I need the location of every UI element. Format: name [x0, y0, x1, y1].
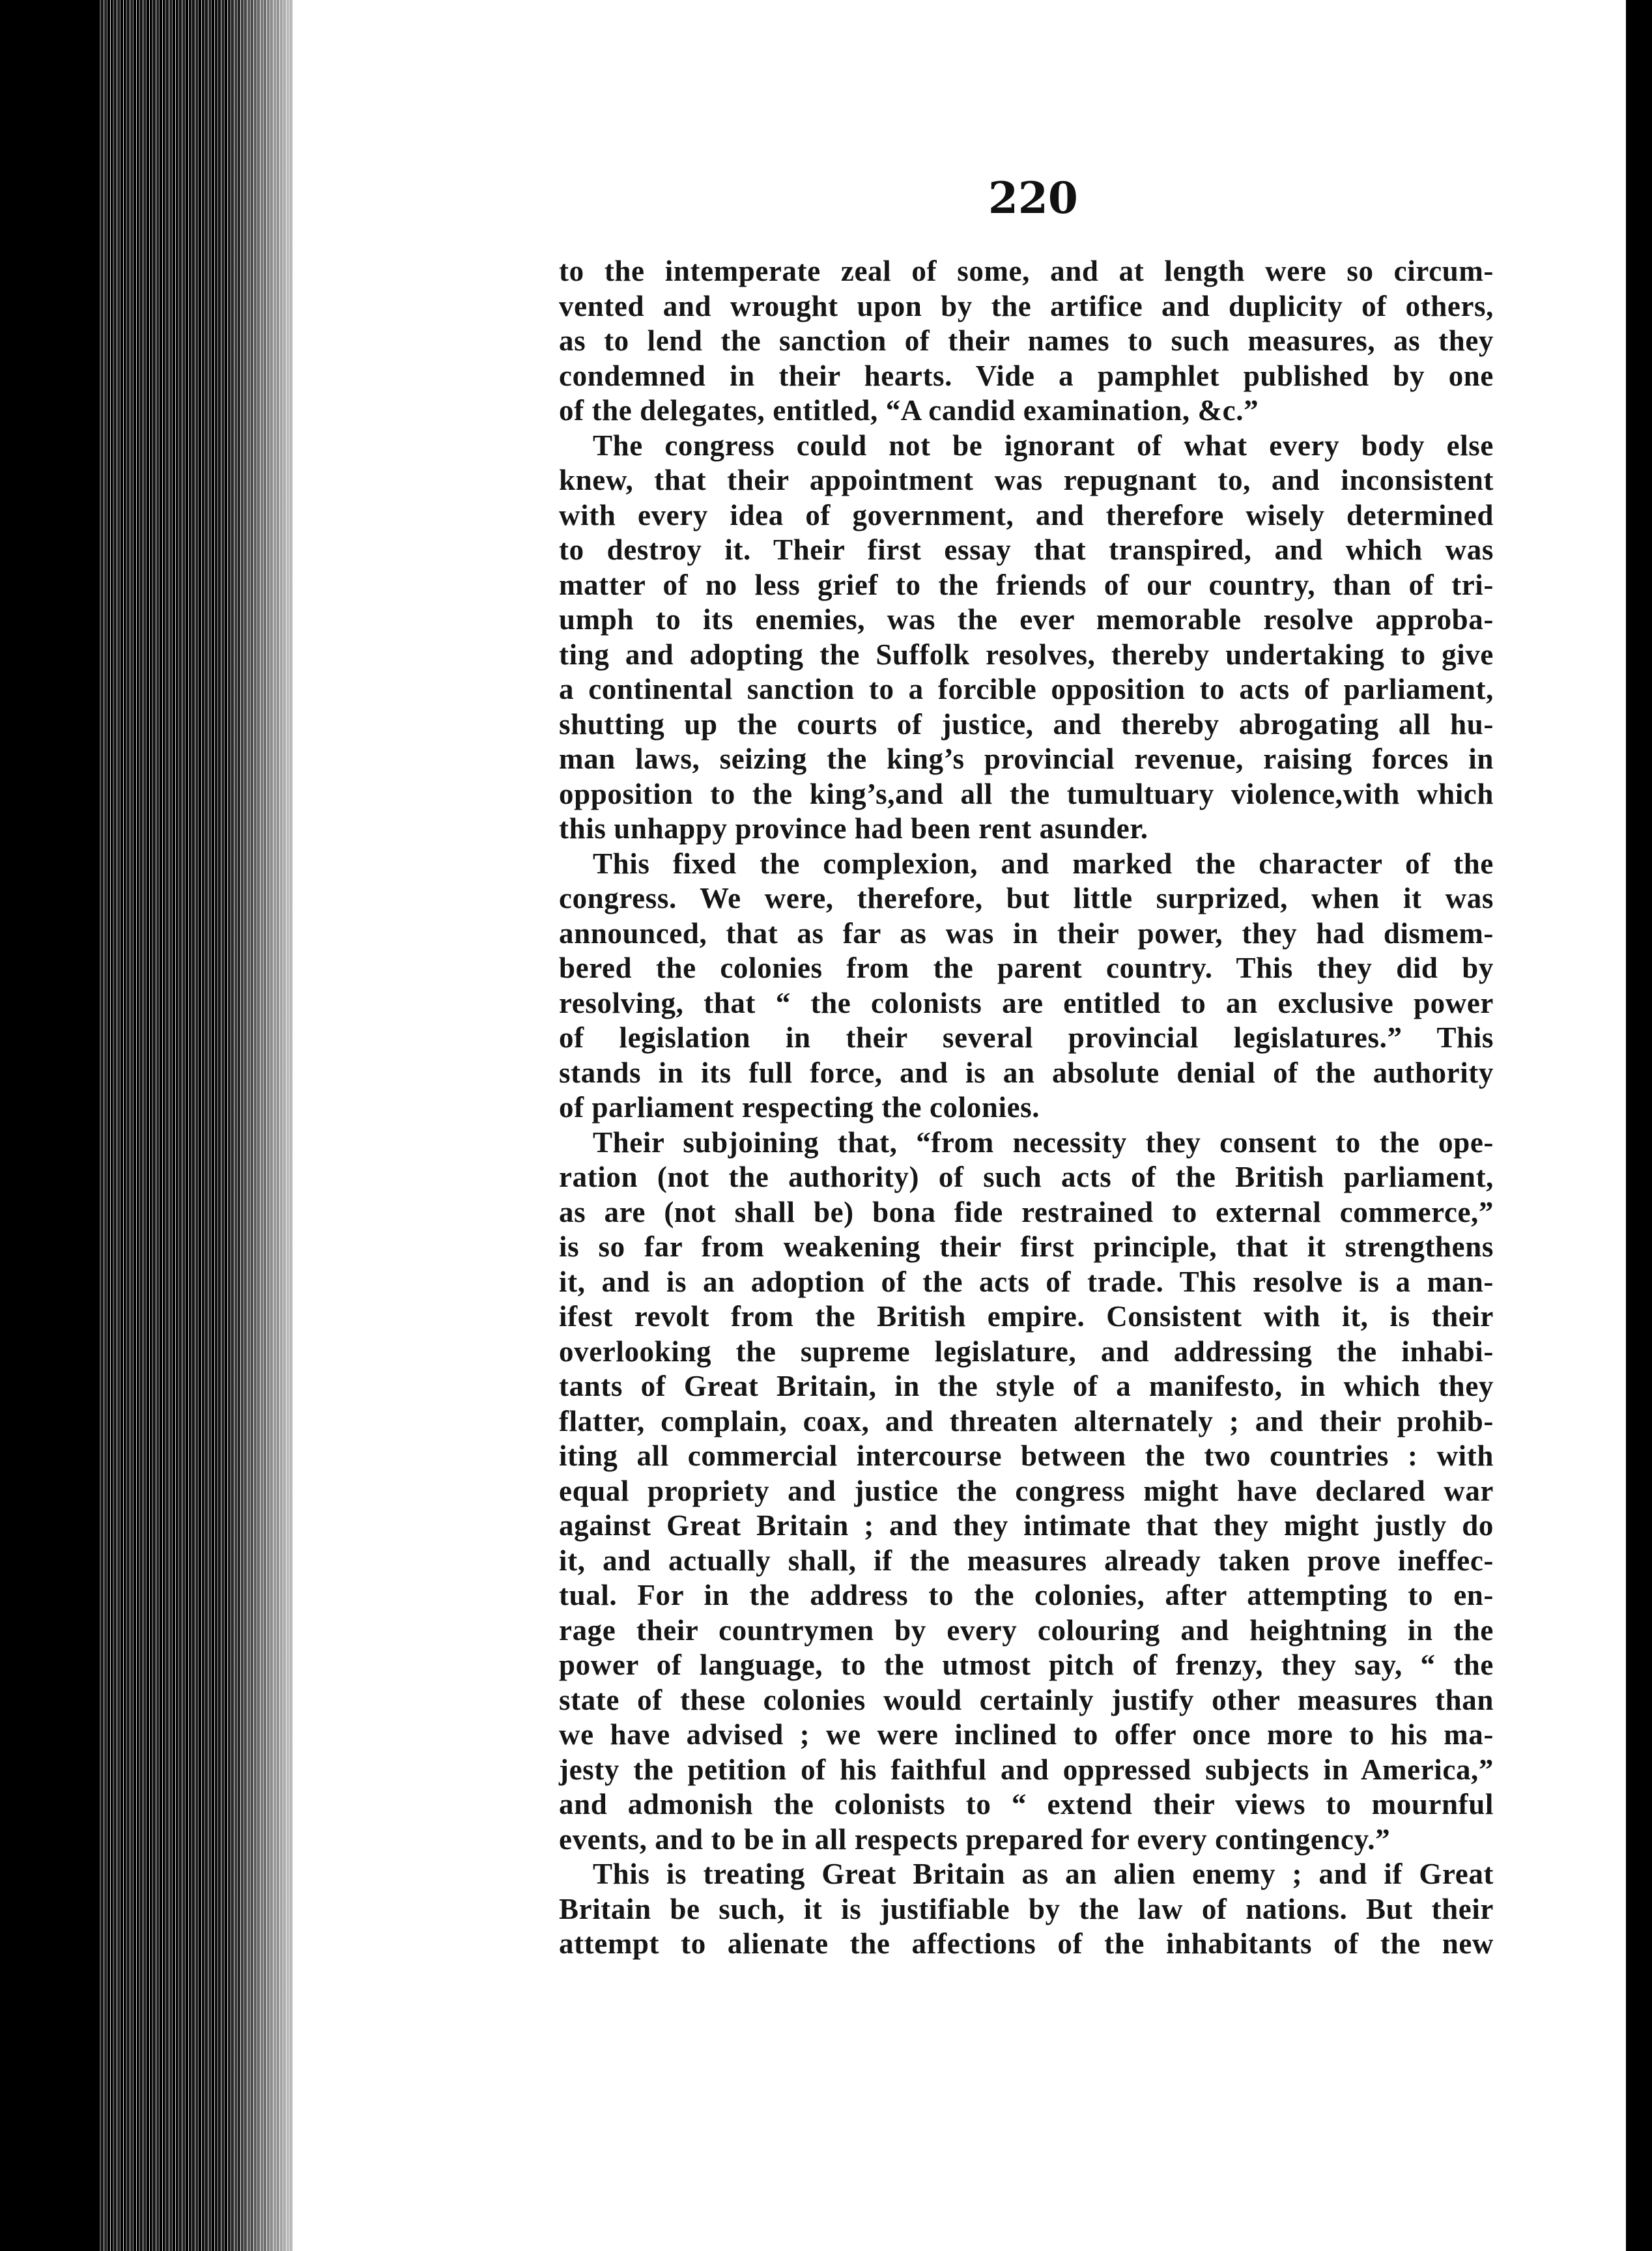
text-line: ifest revolt from the British empire. Consistent with it, is their	[559, 1300, 1494, 1333]
text-line: Britain be such, it is justifiable by the law of nations. But their	[559, 1892, 1494, 1925]
text-line: we have advised ; we were inclined to offer once more to his ma-	[559, 1718, 1494, 1751]
text-line: ting and adopting the Suffolk resolves, thereby undertaking to give	[559, 638, 1494, 671]
text-line: knew, that their appointment was repugnant to, and inconsistent	[559, 464, 1494, 496]
text-line: announced, that as far as was in their power, they had dismem-	[559, 916, 1494, 950]
page-number: 220	[988, 173, 1078, 223]
text-line: congress. We were, therefore, but little surprized, when it was	[559, 882, 1494, 914]
scan-border-left	[0, 0, 98, 2251]
text-line: is so far from weakening their first principle, that it strengthens	[559, 1230, 1494, 1263]
text-line: man laws, seizing the king’s provincial revenue, raising forces in	[559, 743, 1494, 775]
paragraph-start-line: The congress could not be ignorant of what every body else	[593, 429, 1494, 462]
text-line: this unhappy province had been rent asunder.	[559, 812, 1148, 845]
text-line: power of language, to the utmost pitch of frenzy, they say, “ the	[559, 1649, 1494, 1681]
text-line: a continental sanction to a forcible opposition to acts of parliament,	[559, 673, 1494, 705]
text-line: attempt to alienate the affections of the inhabitants of the new	[559, 1927, 1494, 1960]
text-line: of parliament respecting the colonies.	[559, 1091, 1040, 1124]
text-line: flatter, complain, coax, and threaten alternately ; and their prohib-	[559, 1404, 1494, 1437]
text-line: rage their countrymen by every colouring and heightning in the	[559, 1613, 1494, 1647]
body-text	[559, 254, 1494, 1962]
text-line: equal propriety and justice the congress might have declared war	[559, 1474, 1494, 1507]
text-line: it, and is an adoption of the acts of trade. This resolve is a man-	[559, 1265, 1494, 1298]
text-line: against Great Britain ; and they intimate that they might justly do	[559, 1509, 1494, 1542]
text-line: to the intemperate zeal of some, and at length were so circum-	[559, 255, 1494, 287]
text-line: condemned in their hearts. Vide a pamphlet published by one	[559, 359, 1494, 392]
scan-border-right	[1626, 0, 1652, 2251]
text-line: tual. For in the address to the colonies, after attempting to en-	[559, 1579, 1494, 1611]
text-line: state of these colonies would certainly justify other measures than	[559, 1683, 1494, 1716]
text-line: as are (not shall be) bona fide restrained to external commerce,”	[559, 1195, 1494, 1228]
text-line: to destroy it. Their first essay that transpired, and which was	[559, 533, 1494, 566]
text-line: iting all commercial intercourse between the two countries : with	[559, 1439, 1494, 1472]
text-line: bered the colonies from the parent country. This they did by	[559, 952, 1494, 984]
text-line: shutting up the courts of justice, and thereby abrogating all hu-	[559, 707, 1494, 741]
text-line: events, and to be in all respects prepared for every contingency.”	[559, 1822, 1391, 1856]
text-line: it, and actually shall, if the measures already taken prove ineffec-	[559, 1544, 1494, 1577]
text-line: stands in its full force, and is an absolute denial of the authority	[559, 1056, 1494, 1089]
text-line: vented and wrought upon by the artifice and duplicity of others,	[559, 289, 1494, 322]
paragraph-start-line: This is treating Great Britain as an alien enemy ; and if Great	[593, 1858, 1494, 1890]
text-line: of the delegates, entitled, “A candid examination, &c.”	[559, 394, 1259, 427]
text-line: ration (not the authority) of such acts of the British parliament,	[559, 1161, 1494, 1193]
text-line: resolving, that “ the colonists are entitled to an exclusive power	[559, 986, 1494, 1019]
text-line: as to lend the sanction of their names to such measures, as they	[559, 324, 1494, 357]
text-line: of legislation in their several provincial legislatures.” This	[559, 1021, 1494, 1054]
paragraph-start-line: This fixed the complexion, and marked the character of the	[593, 847, 1494, 880]
text-line: and admonish the colonists to “ extend their views to mournful	[559, 1788, 1494, 1820]
book-page-edges	[98, 0, 293, 2251]
text-line: with every idea of government, and therefore wisely determined	[559, 498, 1494, 531]
text-line: jesty the petition of his faithful and oppressed subjects in America,”	[559, 1753, 1494, 1786]
text-line: umph to its enemies, was the ever memorable resolve approba-	[559, 603, 1494, 636]
text-line: overlooking the supreme legislature, and addressing the inhabi-	[559, 1335, 1494, 1368]
text-line: matter of no less grief to the friends of our country, than of tri-	[559, 568, 1494, 601]
text-line: opposition to the king’s,and all the tumultuary violence,with which	[559, 777, 1494, 810]
paragraph-start-line: Their subjoining that, “from necessity they consent to the ope-	[593, 1126, 1494, 1159]
text-line: tants of Great Britain, in the style of a manifesto, in which they	[559, 1370, 1494, 1402]
